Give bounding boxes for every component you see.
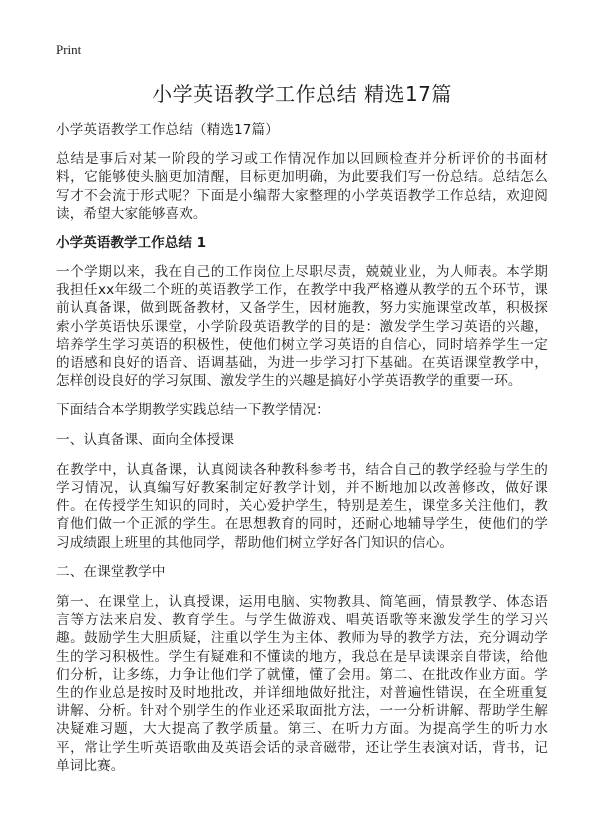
print-link[interactable]: Print [56, 42, 82, 57]
section-heading: 小学英语教学工作总结 1 [56, 235, 207, 252]
body-paragraph: 下面结合本学期教学实践总结一下教学情况： [56, 402, 330, 419]
body-paragraph: 一个学期以来，我在自己的工作岗位上尽职尽责，兢兢业业，为人师表。本学期我担任xx年级二个班的英语教学工作，在教学中我严格遵从教学的五个环节，课前认真备课，做到既备教材，又备学生，因材施教，努力实施课堂改革，积极探索小学英语快乐课堂，小学阶段英语教学的目的是：激发学生学习英语的兴趣，培养学生学习英语的积极性，使他们树立学习英语的自信心，同时培养学生一定的语感和良好的语音、语调基础，为进一步学习打下基础。在英语课堂教学中，怎样创设良好的学习氛围、激发学生的兴趣是搞好小学英语教学的重要一环。 [56, 264, 548, 390]
body-paragraph: 在教学中，认真备课，认真阅读各种教科参考书，结合自己的教学经验与学生的学习情况，认真编写好教案制定好教学计划，并不断地加以改善修改，做好课件。在传授学生知识的同时，关心爱护学生，特别是差生，课堂多关注他们，教育他们做一个正派的学生。在思想教育的同时，还耐心地辅导学生，使他们的学习成绩跟上班里的其他同学，帮助他们树立学好各门知识的信心。 [56, 461, 548, 551]
subsection-heading: 一、认真备课、面向全体授课 [56, 431, 235, 448]
document-subtitle: 小学英语教学工作总结（精选17篇） [56, 122, 279, 138]
document-title: 小学英语教学工作总结 精选17篇 [152, 82, 452, 106]
intro-paragraph: 总结是事后对某一阶段的学习或工作情况作加以回顾检查并分析评价的书面材料，它能够使头脑更加清醒，目标更加明确，为此要我们写一份总结。总结怎么写才不会流于形式呢？下面是小编帮大家整理的小学英语教学工作总结，欢迎阅读，希望大家能够喜欢。 [56, 151, 548, 222]
body-paragraph: 第一、在课堂上，认真授课，运用电脑、实物教具、简笔画，情景教学、体态语言等方法来启发、教育学生。与学生做游戏、唱英语歌等来激发学生的学习兴趣。鼓励学生大胆质疑，注重以学生为主体、教师为导的教学方法，充分调动学生的学习积极性。学生有疑难和不懂读的地方，我总在是早读课亲自带读，给他们分析，让多练，力争让他们学了就懂，懂了会用。第二、在批改作业方面。学生的作业总是按时及时地批改，并详细地做好批注，对普遍性错误，在全班重复讲解、分析。针对个别学生的作业还采取面批方法，一一分析讲解、帮助学生解决疑难习题，大大提高了教学质量。第三、在听力方面。为提高学生的听力水平，常让学生听英语歌曲及英语会话的录音磁带，还让学生表演对话，背书，记单词比赛。 [56, 594, 548, 774]
document-page [56, 42, 548, 786]
subsection-heading: 二、在课堂教学中 [56, 563, 166, 580]
